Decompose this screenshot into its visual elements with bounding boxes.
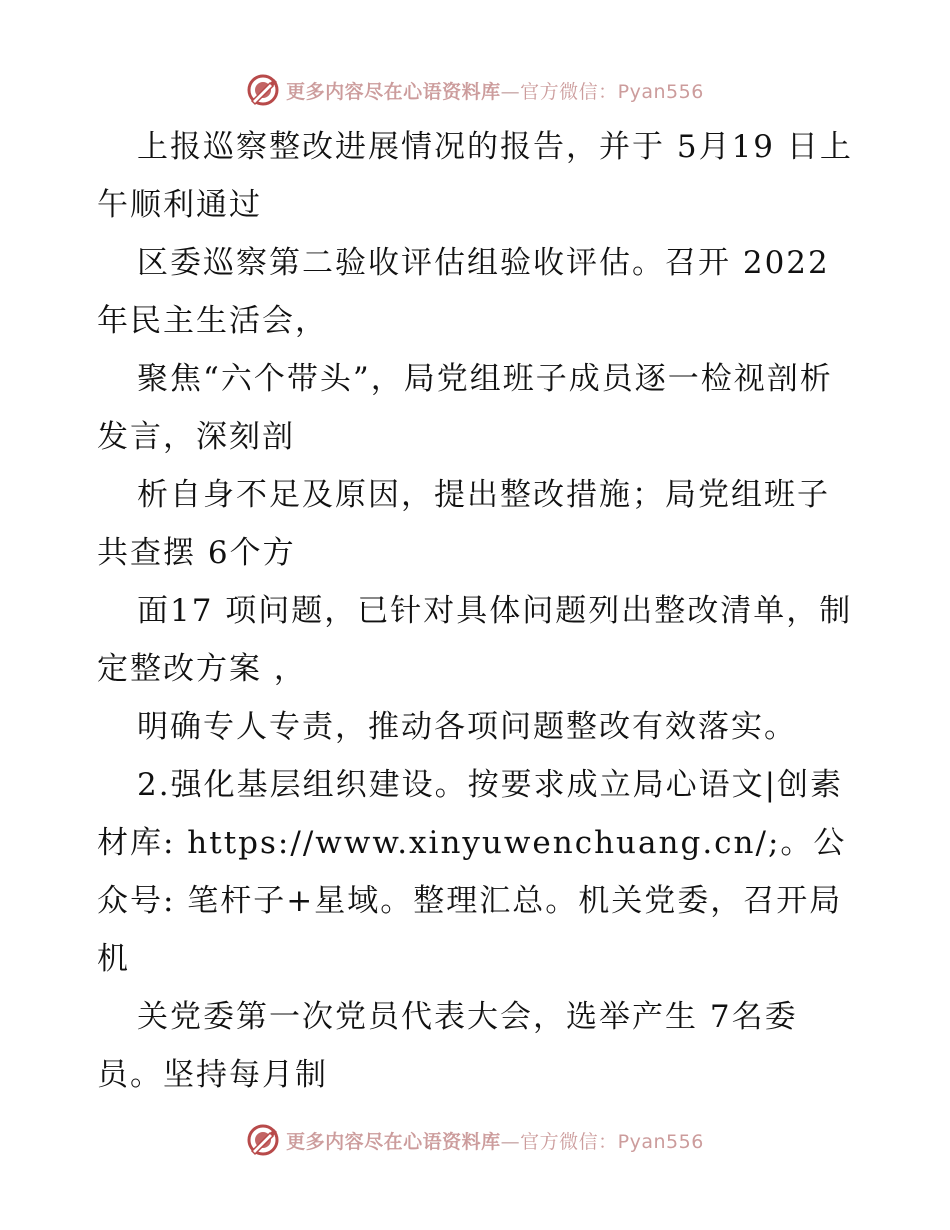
watermark-footer <box>0 1120 950 1160</box>
paragraph: 2.强化基层组织建设。按要求成立局心语文|创素材库: https://www.xinyuwenchuang.cn/;。公众号: 笔杆子+星域。整理汇总。机关党委，召开局机 <box>97 767 847 977</box>
watermark-text <box>286 1127 704 1154</box>
paragraph: 上报巡察整改进展情况的报告，并于 5月19 日上午顺利通过 <box>97 129 853 223</box>
watermark-brand: 更多内容尽在心语资料库 <box>286 80 501 103</box>
paragraph: 明确专人专责，推动各项问题整改有效落实。 <box>137 709 797 745</box>
watermark-text <box>286 77 704 104</box>
watermark-separator: — <box>500 1130 521 1153</box>
pen-logo-icon <box>246 1123 280 1157</box>
pen-logo-icon <box>246 73 280 107</box>
watermark-separator: — <box>500 80 521 103</box>
paragraph: 关党委第一次党员代表大会，选举产生 7名委员。坚持每月制 <box>97 999 798 1093</box>
watermark-brand: 更多内容尽在心语资料库 <box>286 1130 501 1153</box>
watermark-contact: 官方微信：Pyan556 <box>520 1130 704 1153</box>
watermark-contact: 官方微信：Pyan556 <box>520 80 704 103</box>
paragraph: 面17 项问题，已针对具体问题列出整改清单，制定整改方案 ， <box>97 593 853 687</box>
watermark-header <box>0 70 950 110</box>
paragraph: 聚焦“六个带头”，局党组班子成员逐一检视剖析发言，深刻剖 <box>97 361 833 455</box>
paragraph: 析自身不足及原因，提出整改措施；局党组班子共查摆 6个方 <box>97 477 830 571</box>
document-body <box>97 118 857 1104</box>
paragraph: 区委巡察第二验收评估组验收评估。召开 2022 年民主生活会， <box>97 245 830 339</box>
